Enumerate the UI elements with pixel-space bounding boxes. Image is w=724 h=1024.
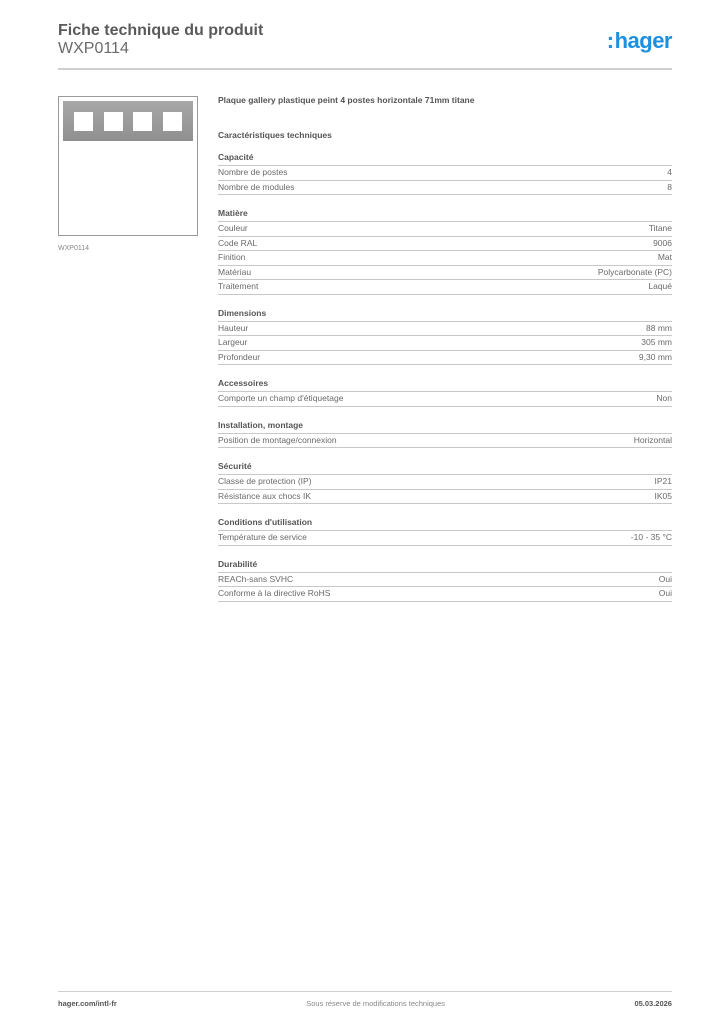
section-title: Durabilité [218, 559, 672, 573]
logo-text: hager [614, 28, 672, 53]
spec-row [218, 531, 672, 546]
product-name: Plaque gallery plastique peint 4 postes horizontale 71mm titane [218, 95, 475, 105]
spec-section [218, 517, 672, 546]
spec-value: Horizontal [633, 434, 672, 445]
spec-label: Position de montage/connexion [218, 434, 337, 445]
spec-value: Mat [657, 252, 672, 262]
spec-value: 9006 [653, 237, 672, 248]
spec-value: Oui [658, 588, 672, 598]
spec-value: 88 mm [646, 322, 672, 333]
logo-dots: : [606, 28, 614, 53]
spec-section [218, 208, 672, 295]
product-image [58, 96, 198, 236]
section-title: Installation, montage [218, 420, 672, 434]
spec-row [218, 573, 672, 588]
spec-section [218, 420, 672, 449]
spec-label: Code RAL [218, 237, 258, 248]
footer-divider [58, 991, 672, 992]
spec-label: Couleur [218, 223, 248, 233]
spec-row [218, 336, 672, 351]
spec-value: Non [656, 393, 672, 403]
spec-label: Résistance aux chocs IK [218, 490, 312, 501]
spec-section [218, 461, 672, 504]
spec-value: Polycarbonate (PC) [597, 266, 672, 277]
spec-label: Largeur [218, 337, 248, 347]
spec-value: IK05 [654, 490, 672, 501]
footer-website[interactable]: hager.com/intl-fr [58, 999, 117, 1008]
section-title: Matière [218, 208, 672, 222]
spec-label: Nombre de modules [218, 181, 295, 192]
spec-label: Nombre de postes [218, 167, 288, 177]
spec-label: Matériau [218, 266, 252, 277]
spec-row [218, 251, 672, 266]
page-header [58, 22, 672, 70]
spec-row [218, 181, 672, 196]
spec-row [218, 392, 672, 407]
spec-value: Titane [648, 223, 672, 233]
section-title: Dimensions [218, 308, 672, 322]
spec-label: Profondeur [218, 351, 261, 362]
section-title: Capacité [218, 152, 672, 166]
spec-value: 8 [667, 181, 672, 192]
footer-date: 05.03.2026 [634, 999, 672, 1008]
spec-row [218, 222, 672, 237]
header-divider [58, 68, 672, 70]
spec-row [218, 280, 672, 295]
plate-slot [74, 112, 93, 131]
spec-row [218, 266, 672, 281]
plate-slot [133, 112, 152, 131]
spec-sections [218, 152, 672, 602]
spec-label: Température de service [218, 532, 307, 542]
spec-label: REACh-sans SVHC [218, 573, 294, 584]
section-title: Accessoires [218, 378, 672, 392]
spec-row [218, 237, 672, 252]
image-caption: WXP0114 [58, 245, 89, 252]
spec-row [218, 490, 672, 505]
spec-row [218, 322, 672, 337]
spec-row [218, 351, 672, 366]
spec-value: 9,30 mm [638, 351, 672, 362]
spec-row [218, 475, 672, 490]
spec-section [218, 308, 672, 366]
spec-value: 305 mm [641, 337, 672, 347]
product-reference: WXP0114 [58, 40, 129, 57]
page-title: Fiche technique du produit [58, 22, 264, 39]
spec-value: 4 [667, 167, 672, 177]
section-title: Sécurité [218, 461, 672, 475]
spec-section [218, 559, 672, 602]
plate-slot [163, 112, 182, 131]
product-specs [218, 94, 672, 602]
footer-disclaimer: Sous réserve de modifications techniques [306, 999, 446, 1008]
spec-label: Classe de protection (IP) [218, 476, 312, 486]
plate-slot [104, 112, 123, 131]
wall-plate-icon [63, 101, 193, 141]
spec-label: Hauteur [218, 322, 249, 333]
spec-row [218, 587, 672, 602]
spec-value: -10 - 35 °C [630, 532, 672, 542]
spec-section [218, 378, 672, 407]
spec-label: Traitement [218, 281, 259, 291]
spec-label: Comporte un champ d'étiquetage [218, 393, 344, 403]
spec-section [218, 152, 672, 195]
section-title: Conditions d'utilisation [218, 517, 672, 531]
spec-value: Oui [658, 573, 672, 584]
spec-row [218, 166, 672, 181]
characteristics-title: Caractéristiques techniques [218, 130, 332, 140]
spec-label: Conforme à la directive RoHS [218, 588, 331, 598]
spec-row [218, 434, 672, 449]
hager-logo [607, 28, 672, 54]
page-footer [58, 999, 672, 1008]
spec-value: Laqué [648, 281, 672, 291]
spec-label: Finition [218, 252, 246, 262]
spec-value: IP21 [654, 476, 672, 486]
